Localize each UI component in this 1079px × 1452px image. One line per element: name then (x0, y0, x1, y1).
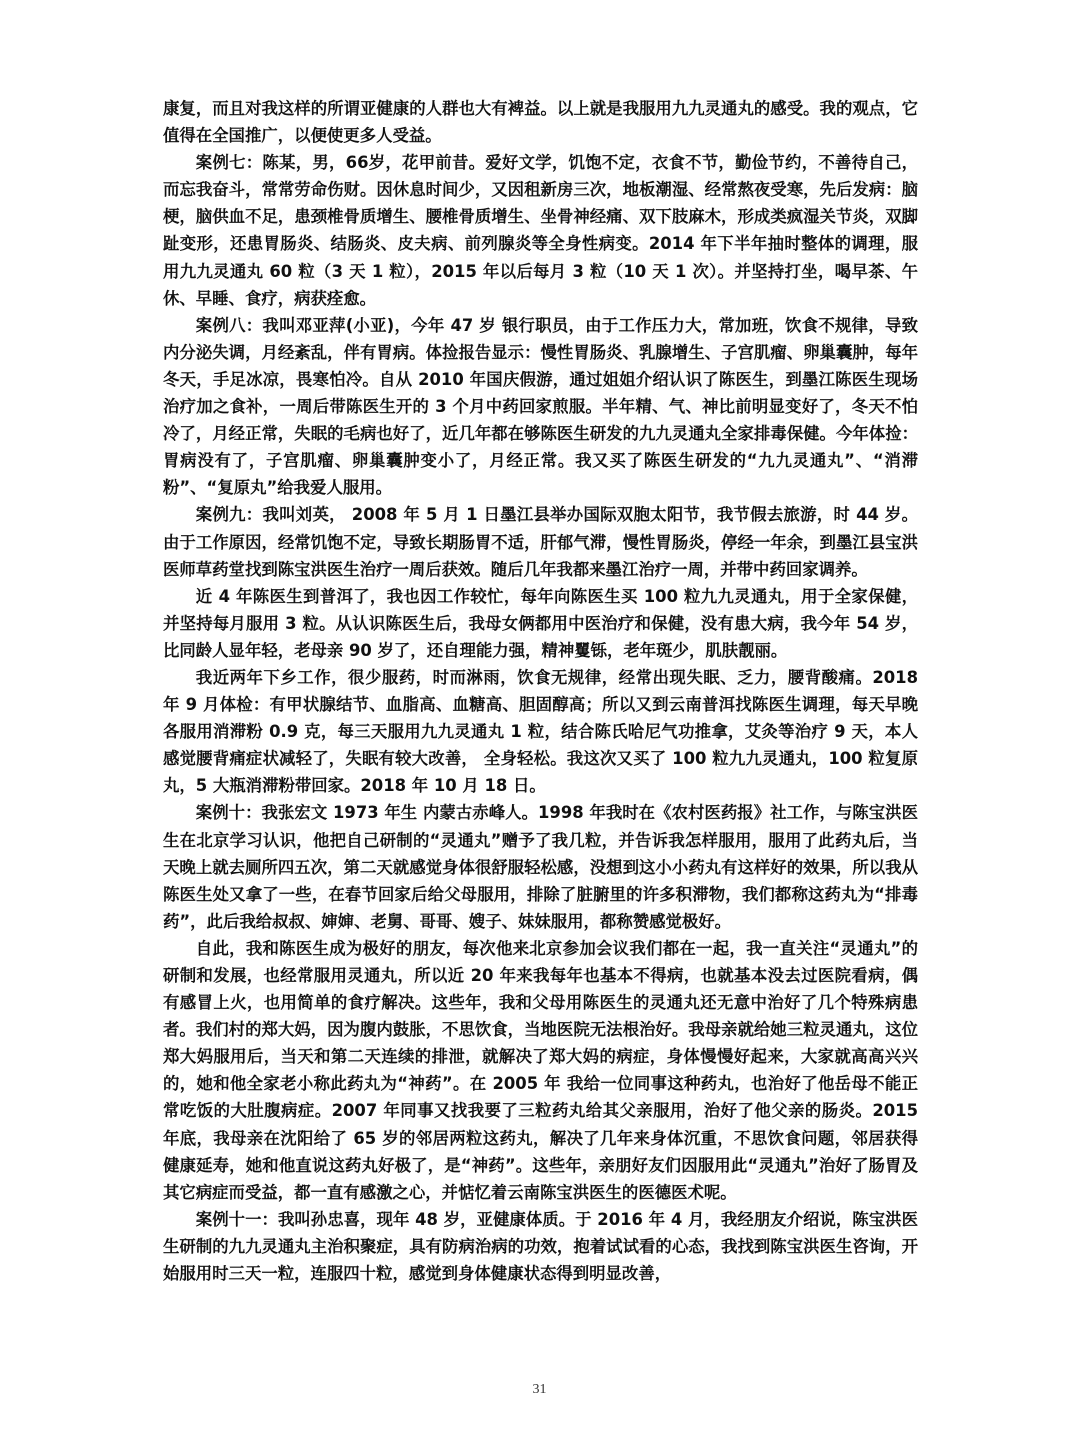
paragraph-case-8: 案例八：我叫邓亚萍(小亚)，今年 47 岁 银行职员，由于工作压力大，常加班，饮食不规律，导致内分泌失调，月经紊乱，伴有胃病。体捡报告显示：慢性胃肠炎、乳腺增生、子宫肌瘤、卵巢囊肿，每年冬天，手足冰凉，畏寒怕冷。自从 2010 年国庆假游，通过姐姐介绍认识了陈医生，到墨江陈医生现场治疗加之食补，一周后带陈医生开的 3 个月中药回家煎服。半年精、气、神比前明显变好了，冬天不怕冷了，月经正常，失眠的毛病也好了，近几年都在够陈医生研发的九九灵通丸全家排毒保健。今年体捡：胃病没有了，子宫肌瘤、卵巢囊肿变小了，月经正常。我又买了陈医生研发的“九九灵通丸”、“消滞粉”、“复原丸”给我爱人服用。 (163, 315, 918, 498)
paragraph-case-9-cont-1: 近 4 年陈医生到普洱了，我也因工作较忙，每年向陈医生买 100 粒九九灵通丸，用于全家保健，并坚持每月服用 3 粒。从认识陈医生后，我母女俩都用中医治疗和保健，没有患大病，我今年 54 岁， 比同龄人显年轻，老母亲 90 岁了，还自理能力强，精神矍铄，老年斑少，肌肤靓丽。 (163, 586, 918, 660)
paragraph-case-9-cont-2: 我近两年下乡工作，很少服药，时而淋雨，饮食无规律，经常出现失眠、乏力，腰背酸痛。2018 年 9 月体检：有甲状腺结节、血脂高、血糖高、胆固醇高；所以又到云南普洱找陈医生调理，每天早晚各服用消滞粉 0.9 克，每三天服用九九灵通丸 1 粒，结合陈氏哈尼气功推拿，艾灸等治疗 9 天，本人感觉腰背痛症状减轻了，失眠有较大改善， 全身轻松。我这次又买了 100 粒九九灵通丸，100 粒复原丸，5 大瓶消滞粉带回家。2018 年 10 月 18 日。 (163, 667, 918, 796)
paragraph-case-10-cont: 自此，我和陈医生成为极好的朋友，每次他来北京参加会议我们都在一起，我一直关注“灵通丸”的研制和发展，也经常服用灵通丸，所以近 20 年来我每年也基本不得病，也就基本没去过医院看病，偶有感冒上火，也用简单的食疗解决。这些年，我和父母用陈医生的灵通丸还无意中治好了几个特殊病患者。我们村的郑大妈，因为腹内鼓胀，不思饮食，当地医院无法根治好。我母亲就给她三粒灵通丸，这位郑大妈服用后，当天和第二天连续的排泄，就解决了郑大妈的病症，身体慢慢好起来，大家就高高兴兴的，她和他全家老小称此药丸为“神药”。在 2005 年 我给一位同事这种药丸，也治好了他岳母不能正常吃饭的大肚腹病症。2007 年同事又找我要了三粒药丸给其父亲服用，治好了他父亲的肠炎。2015 年底，我母亲在沈阳给了 65 岁的邻居两粒这药丸，解决了几年来身体沉重，不思饮食问题，邻居获得健康延寿，她和他直说这药丸好极了，是“神药”。这些年，亲朋好友们因服用此“灵通丸”治好了肠胃及其它病症而受益，都一直有感激之心，并惦忆着云南陈宝洪医生的医德医术呢。 (163, 938, 918, 1202)
paragraph-case-10: 案例十：我张宏文 1973 年生 内蒙古赤峰人。1998 年我时在《农村医药报》社工作，与陈宝洪医生在北京学习认识，他把自己研制的“灵通丸”赠予了我几粒，并告诉我怎样服用，服用了此药丸后，当天晚上就去厕所四五次，第二天就感觉身体很舒服轻松感，没想到这小小药丸有这样好的效果，所以我从陈医生处又拿了一些，在春节回家后给父母服用，排除了脏腑里的许多积滞物，我们都称这药丸为“排毒药”，此后我给叔叔、婶婶、老舅、哥哥、嫂子、妹妹服用，都称赞感觉极好。 (163, 803, 918, 931)
paragraph-continuation: 康复，而且对我这样的所谓亚健康的人群也大有裨益。以上就是我服用九九灵通丸的感受。我的观点，它值得在全国推广，以便使更多人受益。 (163, 99, 918, 146)
paragraph-case-11: 案例十一：我叫孙忠喜，现年 48 岁，亚健康体质。于 2016 年 4 月，我经朋友介绍说，陈宝洪医生研制的九九灵通丸主治积聚症，具有防病治病的功效，抱着试试看的心态，我找到陈宝洪医生咨询，开始服用时三天一粒，连服四十粒，感觉到身体健康状态得到明显改善， (163, 1209, 918, 1284)
paragraph-case-7: 案例七：陈某，男，66岁，花甲前昔。爱好文学，饥饱不定，衣食不节，勤俭节约，不善待自己，而忘我奋斗，常常劳命伤财。因休息时间少，又因租新房三次，地板潮湿、经常熬夜受寒，先后发病：脑梗，脑供血不足，患颈椎骨质增生、腰椎骨质增生、坐骨神经痛、双下肢麻木，形成类疯湿关节炎，双脚趾变形，还患胃肠炎、结肠炎、皮夫病、前列腺炎等全身性病变。2014 年下半年抽时整体的调理，服用九九灵通丸 60 粒（3 天 1 粒），2015 年以后每月 3 粒（10 天 1 次）。并坚持打坐，喝早茶、午休、早睡、食疗，病获痊愈。 (163, 153, 918, 308)
page-number: 31 (532, 1382, 547, 1397)
paragraph-case-9: 案例九：我叫刘英， 2008 年 5 月 1 日墨江县举办国际双胞太阳节，我节假去旅游，时 44 岁。由于工作原因，经常饥饱不定，导致长期肠胃不适，肝郁气滞，慢性胃肠炎，停经一年余，到墨江县宝洪医师草药堂找到陈宝洪医生治疗一周后获效。随后几年我都来墨江治疗一周，并带中药回家调养。 (163, 505, 918, 579)
document-body (163, 95, 918, 1287)
